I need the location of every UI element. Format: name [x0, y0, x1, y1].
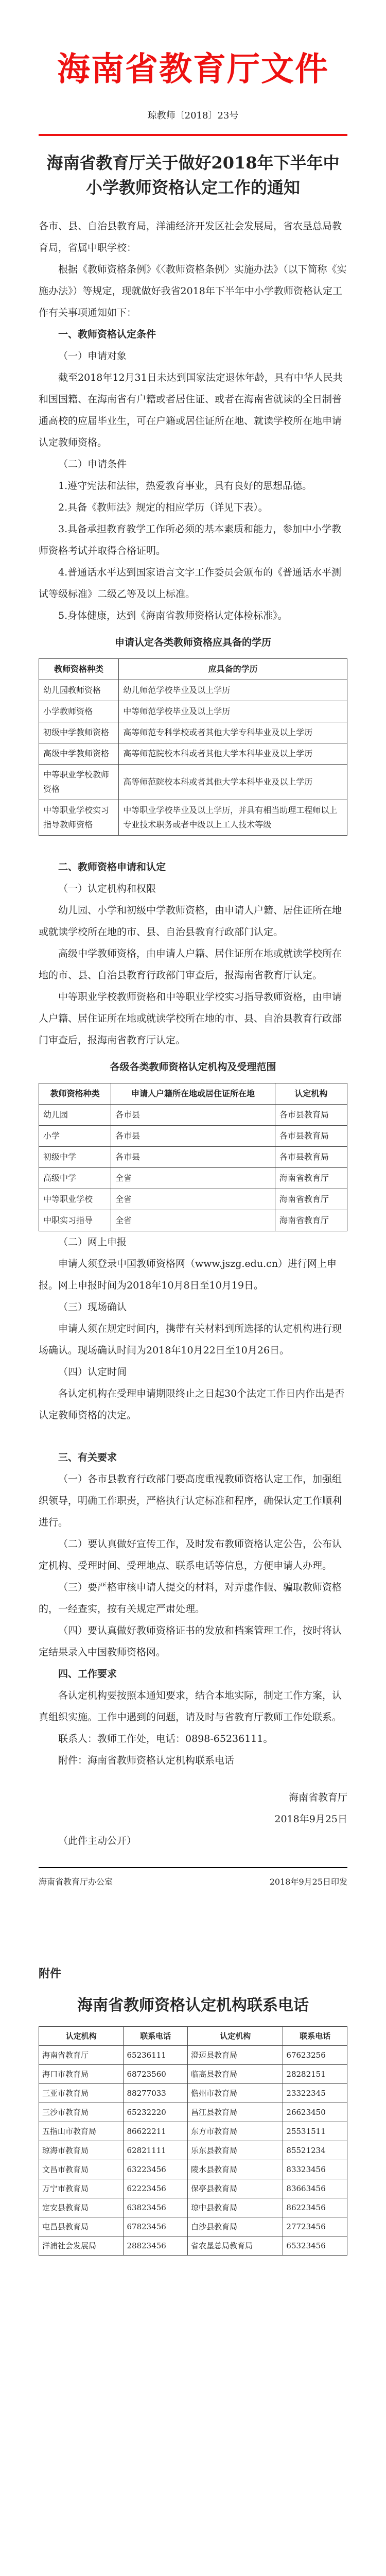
- table-row: [39, 680, 347, 701]
- section-item: 各认定机构要按照本通知要求，结合本地实际，制定工作方案，认真组织实施。工作中遇到的问题，请及时与省教育厅教师工作处联系。: [39, 1690, 342, 1723]
- table-cell: 澄迈县教育局: [188, 2046, 283, 2065]
- table-cell: 保亭县教育局: [188, 2179, 283, 2198]
- table-header-row: [39, 2027, 347, 2046]
- appendix-label: 附件: [39, 1967, 62, 1981]
- table-row: [39, 2065, 347, 2084]
- table-row: [39, 2217, 347, 2236]
- table-cell: 28823456: [124, 2236, 188, 2256]
- table-cell: 全省: [111, 1210, 275, 1231]
- table-row: [39, 1147, 347, 1168]
- section-item: （四）认定时间: [58, 1366, 127, 1378]
- section-item: 2.具备《教师法》规定的相应学历（详见下表）。: [58, 502, 268, 514]
- document: [39, 52, 347, 2256]
- table-cell: 小学教师资格: [39, 701, 119, 722]
- appendix: [39, 1965, 347, 2256]
- table-cell: 海南省教育厅: [39, 2046, 124, 2065]
- contact-table-body: [39, 2046, 347, 2256]
- section-heading: 三、有关要求: [58, 1452, 117, 1464]
- table-cell: 乐东县教育局: [188, 2141, 283, 2160]
- signature-date: 2018年9月25日: [274, 1814, 347, 1825]
- table-cell: 67823456: [124, 2217, 188, 2236]
- section-item: （二）网上申报: [58, 1236, 127, 1248]
- table-cell: 小学: [39, 1126, 111, 1147]
- appendix-title: 海南省教师资格认定机构联系电话: [77, 1996, 309, 2015]
- table-row: [39, 1105, 347, 1126]
- table-row: [39, 2141, 347, 2160]
- intro-paragraph: 根据《教师资格条例》《〈教师资格条例〉实施办法》（以下简称《实施办法》）等规定，现就做好我省2018年下半年中小学教师资格认定工作有关事项通知如下：: [39, 264, 347, 319]
- table-header: 教师资格种类: [39, 1083, 111, 1105]
- certification-authority-table: [39, 1083, 347, 1231]
- table-cell: 各市县教育局: [275, 1147, 347, 1168]
- table-row: [39, 2103, 347, 2122]
- table-cell: 琼海市教育局: [39, 2141, 124, 2160]
- table-cell: 全省: [111, 1189, 275, 1210]
- doc-body: [39, 215, 347, 1893]
- section-item: 幼儿园、小学和初级中学教师资格，由申请人户籍、居住证所在地或就读学校所在地的市、县、自治县教育行政部门认定。: [39, 905, 342, 938]
- table-header: 联系电话: [124, 2027, 188, 2046]
- table-row: [39, 722, 347, 743]
- table-cell: 高等师范院校本科或者其他大学本科毕业及以上学历: [119, 743, 347, 765]
- table-header-row: [39, 1083, 347, 1105]
- section-item: 1.遵守宪法和法律，热爱教育事业，具有良好的思想品德。: [58, 480, 312, 492]
- table-header: 认定机构: [39, 2027, 124, 2046]
- print-footer: [39, 1867, 347, 1893]
- section-heading: 四、工作要求: [58, 1668, 117, 1680]
- doc-title: 海南省教育厅关于做好2018年下半年中小学教师资格认定工作的通知: [46, 153, 340, 198]
- section-item: （二）申请条件: [58, 459, 127, 470]
- table-cell: 62821111: [124, 2141, 188, 2160]
- doc-number: 琼教师〔2018〕23号: [147, 110, 239, 122]
- table-cell: 中等职业学校: [39, 1189, 111, 1210]
- education-requirement-table: [39, 658, 347, 836]
- section-item: 高级中学教师资格，由申请人户籍、居住证所在地或就读学校所在地的市、县、自治县教育行政部门审查后，报海南省教育厅认定。: [39, 948, 342, 981]
- table-row: [39, 1210, 347, 1231]
- section-item: 3.具备承担教育教学工作所必须的基本素质和能力，参加中小学教师资格考试并取得合格证明。: [39, 523, 342, 557]
- table-cell: 全省: [111, 1168, 275, 1189]
- red-divider: [39, 134, 347, 136]
- table-cell: 洋浦社会发展局: [39, 2236, 124, 2256]
- table-header: 认定机构: [275, 1083, 347, 1105]
- section-item: （四）要认真做好教师资格证书的发放和档案管理工作，按时将认定结果录入中国教师资格网。: [39, 1625, 342, 1658]
- table-cell: 海口市教育局: [39, 2065, 124, 2084]
- table-cell: 东方市教育局: [188, 2122, 283, 2141]
- table-row: [39, 1189, 347, 1210]
- masthead: 海南省教育厅文件: [57, 50, 329, 89]
- table-cell: 65232220: [124, 2103, 188, 2122]
- table-cell: 86223456: [283, 2198, 347, 2217]
- table-cell: 海南省教育厅: [275, 1210, 347, 1231]
- table-cell: 高等师范专科学校或者其他大学专科毕业及以上学历: [119, 722, 347, 743]
- table-cell: 85521234: [283, 2141, 347, 2160]
- section-item: 各认定机构在受理申请期限终止之日起30个法定工作日内作出是否认定教师资格的决定。: [39, 1388, 345, 1421]
- table-cell: 各市县: [111, 1105, 275, 1126]
- salutation: 各市、县、自治县教育局，洋浦经济开发区社会发展局，省农垦总局教育局，省属中职学校：: [39, 221, 342, 254]
- table-cell: 昌江县教育局: [188, 2103, 283, 2122]
- table-cell: 初级中学教师资格: [39, 722, 119, 743]
- table-row: [39, 701, 347, 722]
- table-cell: 高等师范院校本科或者其他大学本科毕业及以上学历: [119, 765, 347, 800]
- table-row: [39, 743, 347, 765]
- table-caption: 各级各类教师资格认定机构及受理范围: [110, 1061, 276, 1073]
- table-cell: 初级中学: [39, 1147, 111, 1168]
- table-header: 联系电话: [283, 2027, 347, 2046]
- signature-org: 海南省教育厅: [288, 1792, 347, 1804]
- table-cell: 83323456: [283, 2160, 347, 2179]
- table-cell: 28282151: [283, 2065, 347, 2084]
- table-row: [39, 800, 347, 836]
- table-cell: 27723456: [283, 2217, 347, 2236]
- table-cell: 屯昌县教育局: [39, 2217, 124, 2236]
- table-cell: 86622211: [124, 2122, 188, 2141]
- table-row: [39, 2046, 347, 2065]
- table-cell: 临高县教育局: [188, 2065, 283, 2084]
- table-row: [39, 2179, 347, 2198]
- table-cell: 三亚市教育局: [39, 2084, 124, 2103]
- table-header: 认定机构: [188, 2027, 283, 2046]
- table-cell: 各市县: [111, 1126, 275, 1147]
- section-item: 申请人须登录中国教师资格网（www.jszg.edu.cn）进行网上申报。网上申报时间为2018年10月8日至10月19日。: [39, 1258, 337, 1292]
- table-cell: 海南省教育厅: [275, 1168, 347, 1189]
- table-header: 申请人户籍所在地或居住证所在地: [111, 1083, 275, 1105]
- table-row: [39, 2198, 347, 2217]
- footer-issuer: 海南省教育厅办公室: [39, 1877, 113, 1887]
- table-cell: 幼儿园: [39, 1105, 111, 1126]
- table-cell: 海南省教育厅: [275, 1189, 347, 1210]
- table-row: [39, 1126, 347, 1147]
- section-item: （三）要严格审核申请人提交的材料，对弄虚作假、骗取教师资格的，一经查实，按有关规定严肃处理。: [39, 1582, 342, 1615]
- table-cell: 高级中学教师资格: [39, 743, 119, 765]
- table-cell: 中等职业学校实习指导教师资格: [39, 800, 119, 836]
- table-cell: 63223456: [124, 2160, 188, 2179]
- table-caption: 申请认定各类教师资格应具备的学历: [114, 637, 271, 649]
- section-item: （一）认定机构和权限: [58, 883, 156, 895]
- table-cell: 五指山市教育局: [39, 2122, 124, 2141]
- attachment-note: 附件：海南省教师资格认定机构联系电话: [58, 1755, 235, 1767]
- section-item: 联系人：教师工作处，电话：0898-65236111。: [58, 1733, 273, 1745]
- table-cell: 各市县: [111, 1147, 275, 1168]
- disclosure-note: （此件主动公开）: [58, 1835, 137, 1847]
- table-header: 应具备的学历: [119, 659, 347, 680]
- table-cell: 62223456: [124, 2179, 188, 2198]
- table-cell: 中等职业学校教师资格: [39, 765, 119, 800]
- section-item: 5.身体健康，达到《海南省教师资格认定体检标准》。: [58, 610, 288, 622]
- table-cell: 65236111: [124, 2046, 188, 2065]
- section-item: 截至2018年12月31日未达到国家法定退休年龄，具有中华人民共和国国籍、在海南省有户籍或者居住证、或者在海南省就读的全日制普通高校的应届毕业生，可在户籍或居住证所在地、就读学校所在地申请认定教师资格。: [39, 372, 343, 449]
- table-cell: 定安县教育局: [39, 2198, 124, 2217]
- table-row: [39, 765, 347, 800]
- table-cell: 儋州市教育局: [188, 2084, 283, 2103]
- table-cell: 83663456: [283, 2179, 347, 2198]
- section-item: 申请人须在规定时间内，携带有关材料到所选择的认定机构进行现场确认。现场确认时间为2018年10月22日至10月26日。: [39, 1323, 342, 1357]
- table-cell: 65323456: [283, 2236, 347, 2256]
- table-row: [39, 2084, 347, 2103]
- table-cell: 琼中县教育局: [188, 2198, 283, 2217]
- table-cell: 中职实习指导: [39, 1210, 111, 1231]
- table-header-row: [39, 659, 347, 680]
- table-cell: 文昌市教育局: [39, 2160, 124, 2179]
- table-cell: 中等职业学校毕业及以上学历，并具有相当助理工程师以上专业技术职务或者中级以上工人技术等级: [119, 800, 347, 836]
- table-cell: 白沙县教育局: [188, 2217, 283, 2236]
- table-row: [39, 2160, 347, 2179]
- table-cell: 23322345: [283, 2084, 347, 2103]
- table-cell: 88277033: [124, 2084, 188, 2103]
- section-item: （一）申请对象: [58, 350, 127, 362]
- table-cell: 各市县教育局: [275, 1105, 347, 1126]
- section-heading: 一、教师资格认定条件: [58, 329, 156, 341]
- section-item: 中等职业学校教师资格和中等职业学校实习指导教师资格，由申请人户籍、居住证所在地或就读学校所在地的市、县、自治县教育行政部门审查后，报海南省教育厅认定。: [39, 991, 342, 1046]
- table-row: [39, 2236, 347, 2256]
- table-cell: 省农垦总局教育局: [188, 2236, 283, 2256]
- table-cell: 63823456: [124, 2198, 188, 2217]
- table-cell: 幼儿园教师资格: [39, 680, 119, 701]
- table-cell: 26623450: [283, 2103, 347, 2122]
- table-cell: 高级中学: [39, 1168, 111, 1189]
- section-item: （二）要认真做好宣传工作，及时发布教师资格认定公告，公布认定机构、受理时间、受理地点、联系电话等信息，方便申请人办理。: [39, 1538, 342, 1572]
- table-header: 教师资格种类: [39, 659, 119, 680]
- table-cell: 陵水县教育局: [188, 2160, 283, 2179]
- table-cell: 中等师范学校毕业及以上学历: [119, 701, 347, 722]
- table-row: [39, 1168, 347, 1189]
- table-cell: 三沙市教育局: [39, 2103, 124, 2122]
- contact-table: [39, 2026, 347, 2256]
- table-row: [39, 2122, 347, 2141]
- section-item: 4.普通话水平达到国家语言文字工作委员会颁布的《普通话水平测试等级标准》二级乙等及以上标准。: [39, 567, 342, 600]
- section-heading: 二、教师资格申请和认定: [58, 861, 166, 873]
- footer-date: 2018年9月25日印发: [269, 1877, 347, 1887]
- table-cell: 各市县教育局: [275, 1126, 347, 1147]
- table-cell: 68723560: [124, 2065, 188, 2084]
- table-cell: 幼儿师范学校毕业及以上学历: [119, 680, 347, 701]
- section-item: （一）各市县教育行政部门要高度重视教师资格认定工作，加强组织领导，明确工作职责，严格执行认定标准和程序，确保认定工作顺利进行。: [39, 1473, 342, 1529]
- table-cell: 67623256: [283, 2046, 347, 2065]
- section-item: （三）现场确认: [58, 1301, 127, 1313]
- table-cell: 25531511: [283, 2122, 347, 2141]
- table-cell: 万宁市教育局: [39, 2179, 124, 2198]
